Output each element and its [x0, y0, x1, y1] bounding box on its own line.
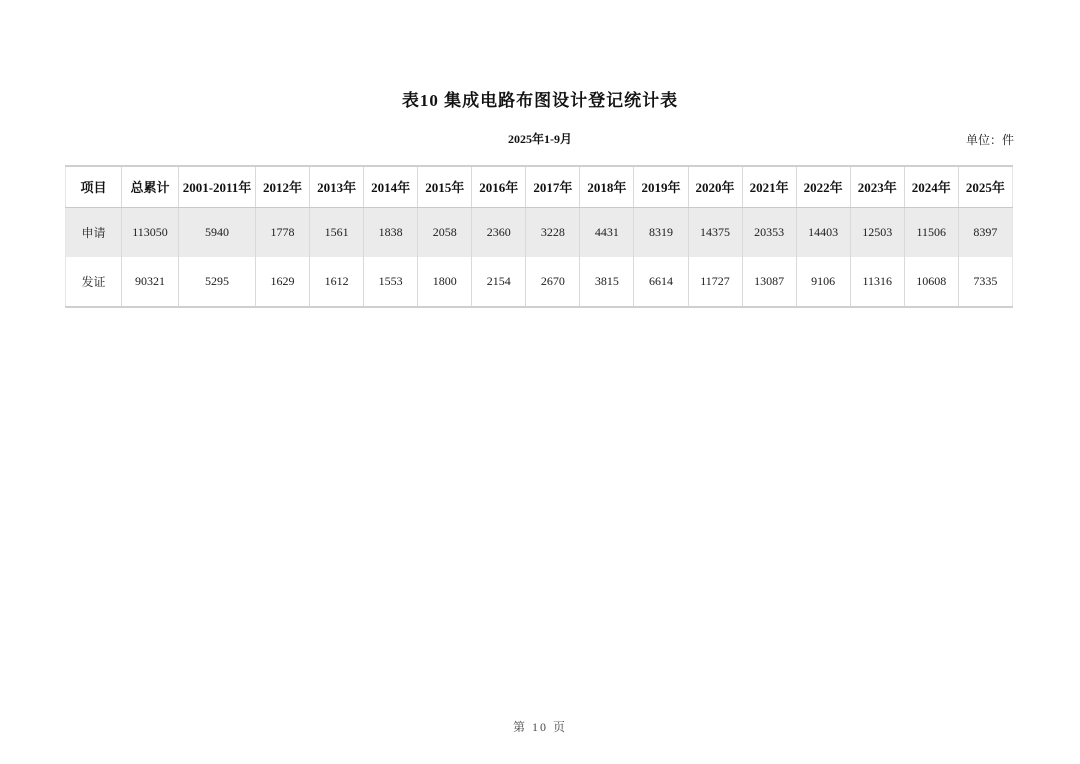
row-label: 申请 [66, 207, 122, 257]
data-cell: 6614 [634, 257, 688, 307]
header-cell-2015: 2015年 [418, 166, 472, 207]
data-cell: 2670 [526, 257, 580, 307]
row-label: 发证 [66, 257, 122, 307]
header-cell-2012: 2012年 [256, 166, 310, 207]
data-cell: 8397 [973, 224, 998, 239]
data-cell: 90321 [122, 257, 179, 307]
data-cell: 13087 [742, 257, 796, 307]
data-cell: 9106 [796, 257, 850, 307]
data-cell: 113050 [122, 207, 179, 257]
header-cell-total: 总累计 [122, 166, 179, 207]
data-cell: 3815 [580, 257, 634, 307]
data-cell: 1612 [310, 257, 364, 307]
header-cell-2013: 2013年 [310, 166, 364, 207]
period-label: 2025年1-9月 [508, 132, 572, 146]
data-cell: 2154 [472, 257, 526, 307]
table-header [66, 166, 1013, 207]
data-cell: 14403 [796, 207, 850, 257]
data-cell: 5940 [179, 207, 256, 257]
header-cell-2025: 2025年 [958, 166, 1012, 207]
data-cell: 11727 [688, 257, 742, 307]
header-cell-2014: 2014年 [364, 166, 418, 207]
data-cell: 12503 [850, 207, 904, 257]
data-cell: 1778 [256, 207, 310, 257]
data-cell: 1838 [364, 207, 418, 257]
header-cell-2021: 2021年 [742, 166, 796, 207]
header-cell-2018: 2018年 [580, 166, 634, 207]
data-cell: 2058 [418, 207, 472, 257]
header-cell-2023: 2023年 [850, 166, 904, 207]
data-cell: 4431 [580, 207, 634, 257]
table-row-certificates [66, 257, 1013, 307]
statistics-table [65, 165, 1013, 308]
header-cell-item: 项目 [66, 166, 122, 207]
data-cell: 11506 [904, 207, 958, 257]
page-number: 第 10 页 [512, 720, 567, 734]
data-cell: 5295 [179, 257, 256, 307]
table-meta-row [66, 130, 1014, 148]
data-cell: 2360 [472, 207, 526, 257]
data-cell: 7335 [973, 274, 998, 288]
data-cell: 1553 [364, 257, 418, 307]
data-cell: 14375 [688, 207, 742, 257]
header-row [66, 166, 1013, 207]
header-cell-2017: 2017年 [526, 166, 580, 207]
header-cell-2016: 2016年 [472, 166, 526, 207]
data-cell: 10608 [904, 257, 958, 307]
data-cell: 8319 [634, 207, 688, 257]
table-row-applications [66, 207, 1013, 257]
header-cell-2022: 2022年 [796, 166, 850, 207]
header-cell-2019: 2019年 [634, 166, 688, 207]
header-cell-2001-2011: 2001-2011年 [179, 166, 256, 207]
data-cell: 1800 [418, 257, 472, 307]
unit-label: 单位：件 [965, 133, 1014, 147]
data-cell: 1561 [310, 207, 364, 257]
data-cell: 1629 [256, 257, 310, 307]
header-cell-2024: 2024年 [904, 166, 958, 207]
table-title: 表10 集成电路布图设计登记统计表 [401, 91, 679, 110]
data-cell: 3228 [526, 207, 580, 257]
data-cell: 20353 [742, 207, 796, 257]
data-cell: 11316 [850, 257, 904, 307]
header-cell-2020: 2020年 [688, 166, 742, 207]
